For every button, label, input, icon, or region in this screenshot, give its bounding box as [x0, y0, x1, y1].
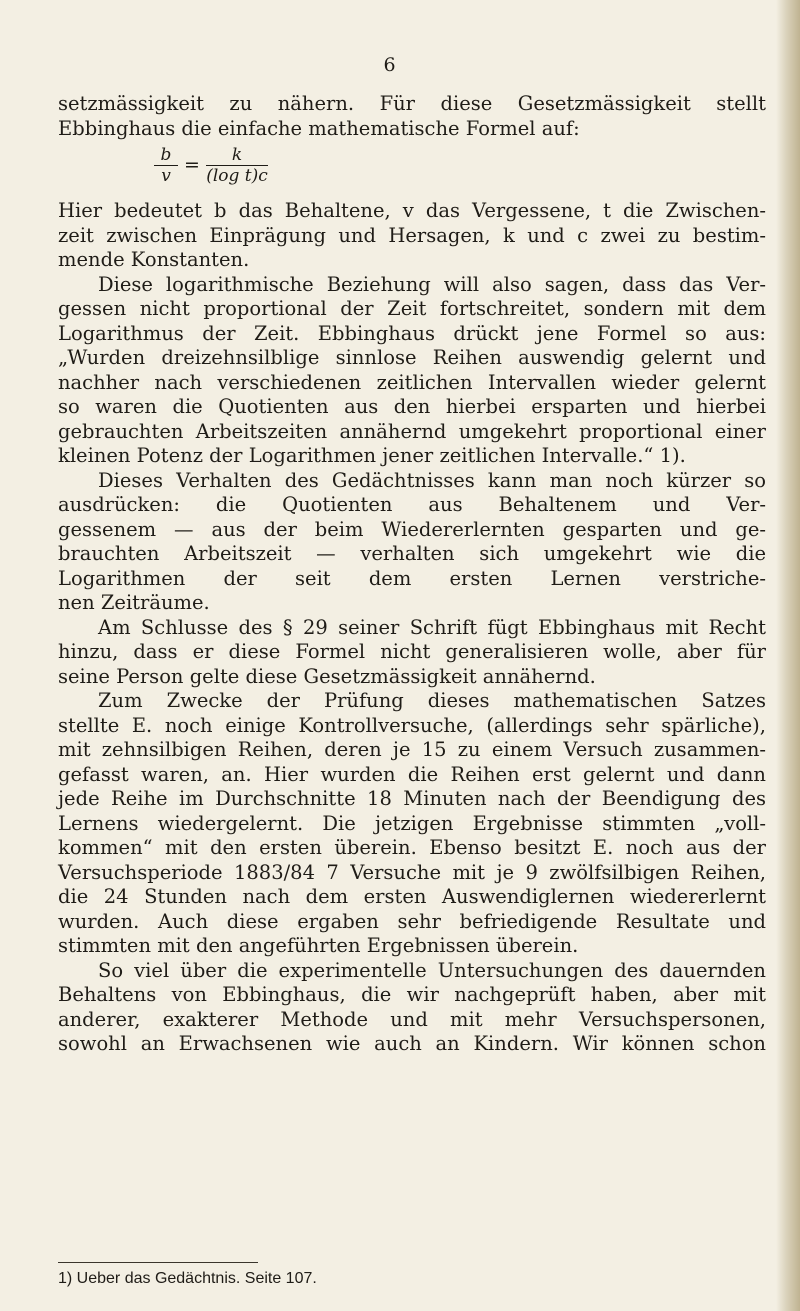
text-line: kleinen Potenz der Logarithmen jener zeitlichen Intervalle.“ 1). — [58, 444, 686, 467]
text-line: Ebbinghaus die einfache mathematische Formel auf: — [58, 116, 580, 140]
text-line: jede Reihe im Durchschnitte 18 Minuten nach der Beendigung des — [58, 787, 766, 810]
text-line: Logarithmen der seit dem ersten Lernen verstriche- — [58, 566, 766, 590]
body-text — [58, 92, 766, 1057]
text-line: stellte E. noch einige Kontrollversuche, (allerdings sehr spärliche), — [58, 713, 766, 737]
text-line: so waren die Quotienten aus den hierbei ersparten und hierbei — [58, 395, 766, 418]
text-line: kommen“ mit den ersten überein. Ebenso besitzt E. noch aus der — [58, 836, 766, 859]
text-line: mit zehnsilbigen Reihen, deren je 15 zu einem Versuch zusammen- — [58, 738, 766, 761]
text-line: Behaltens von Ebbinghaus, die wir nachgeprüft haben, aber mit — [58, 983, 766, 1006]
fraction-right: k (log t)c — [206, 145, 268, 186]
text-line: stimmten mit den angeführten Ergebnissen überein. — [58, 934, 579, 957]
equals-sign: = — [184, 154, 200, 176]
page-edge — [776, 0, 800, 1311]
page-number: 6 — [383, 54, 397, 76]
footnote-rule — [58, 1262, 258, 1263]
text-line: gefasst waren, an. Hier wurden die Reihen erst gelernt und dann — [58, 762, 766, 786]
text-line: zeit zwischen Einprägung und Hersagen, k und c zwei zu bestim- — [58, 223, 766, 247]
text-line: seine Person gelte diese Gesetzmässigkeit annähernd. — [58, 664, 596, 688]
text-line: wurden. Auch diese ergaben sehr befriedigende Resultate und — [58, 909, 766, 933]
fraction-left: b v — [154, 145, 178, 186]
text-line: Lernens wiedergelernt. Die jetzigen Ergebnisse stimmten „voll- — [58, 811, 766, 835]
text-line: brauchten Arbeitszeit — verhalten sich umgekehrt wie die — [58, 542, 766, 565]
text-line: gebrauchten Arbeitszeiten annähernd umgekehrt proportional einer — [58, 419, 766, 443]
text-line: setzmässigkeit zu nähern. Für diese Gesetzmässigkeit stellt — [58, 92, 766, 115]
text-line: ausdrücken: die Quotienten aus Behaltenem und Ver- — [58, 493, 766, 516]
text-line: Versuchsperiode 1883/84 7 Versuche mit je 9 zwölfsilbigen Reihen, — [58, 860, 766, 884]
footnote: 1) Ueber das Gedächtnis. Seite 107. — [58, 1270, 317, 1287]
text-line: nachher nach verschiedenen zeitlichen Intervallen wieder gelernt — [58, 370, 766, 394]
text-line: nen Zeiträume. — [58, 591, 210, 614]
text-line: Am Schlusse des § 29 seiner Schrift fügt Ebbinghaus mit Recht — [98, 615, 766, 639]
formula — [58, 141, 766, 199]
text-line: gessenem — aus der beim Wiedererlernten gesparten und ge- — [58, 517, 766, 541]
text-line: Hier bedeutet b das Behaltene, v das Vergessene, t die Zwischen- — [58, 199, 766, 222]
text-line: „Wurden dreizehnsilblige sinnlose Reihen auswendig gelernt und — [58, 346, 766, 369]
text-line: anderer, exakterer Methode und mit mehr Versuchspersonen, — [58, 1007, 766, 1031]
text-line: So viel über die experimentelle Untersuchungen des dauernden — [98, 958, 766, 982]
text-line: sowohl an Erwachsenen wie auch an Kindern. Wir können schon — [58, 1032, 766, 1055]
text-line: mende Konstanten. — [58, 248, 250, 271]
text-line: die 24 Stunden nach dem ersten Auswendiglernen wiedererlernt — [58, 885, 766, 908]
text-line: Dieses Verhalten des Gedächtnisses kann man noch kürzer so — [98, 468, 766, 492]
text-line: Diese logarithmische Beziehung will also sagen, dass das Ver- — [98, 272, 766, 296]
text-line: hinzu, dass er diese Formel nicht generalisieren wolle, aber für — [58, 640, 766, 663]
text-line: gessen nicht proportional der Zeit fortschreitet, sondern mit dem — [58, 297, 766, 320]
text-line: Zum Zwecke der Prüfung dieses mathematischen Satzes — [98, 689, 766, 712]
text-line: Logarithmus der Zeit. Ebbinghaus drückt jene Formel so aus: — [58, 321, 766, 345]
